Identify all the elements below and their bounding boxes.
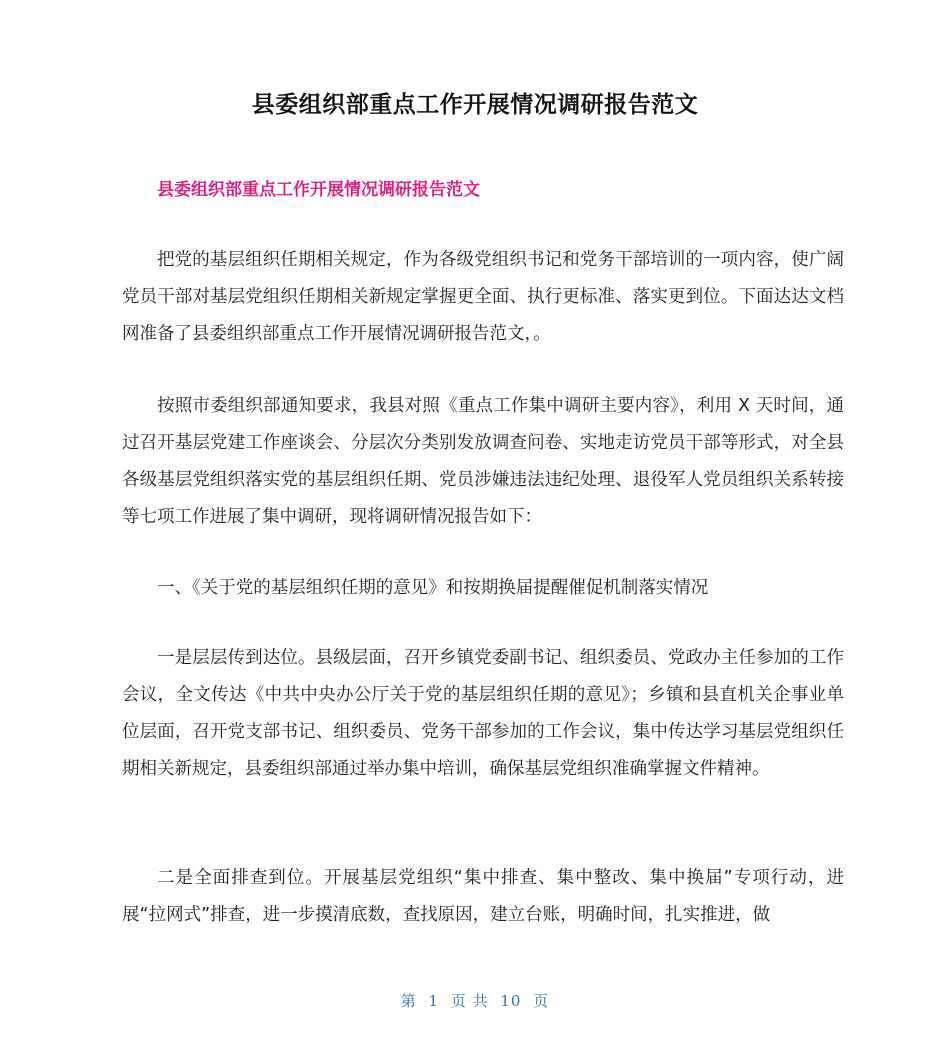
page-footer — [0, 990, 950, 1011]
footer-suffix: 页 — [533, 992, 550, 1010]
paragraph-overview: 按照市委组织部通知要求，我县对照《重点工作集中调研主要内容》，利用 X 天时间，通过召开基层党建工作座谈会、分层次分类别发放调查问卷、实地走访党员干部等形式，对全县各级基层党组织落实党的基层组织任期、党员涉嫌违法违纪处理、退役军人党员组织关系转接等七项工作进展了集中调研，现将调研情况报告如下： — [122, 396, 844, 527]
footer-total-pages: 10 — [500, 992, 522, 1010]
section-heading-1: 一、《关于党的基层组织任期的意见》和按期换届提醒催促机制落实情况 — [157, 578, 709, 598]
footer-current-page: 1 — [428, 992, 440, 1010]
paragraph-point-2: 二是全面排查到位。开展基层党组织“集中排查、集中整改、集中换届”专项行动，进展“拉网式”排查，进一步摸清底数，查找原因，建立台账，明确时间，扎实推进，做 — [122, 868, 844, 925]
document-subtitle: 县委组织部重点工作开展情况调研报告范文 — [157, 180, 480, 200]
paragraph-intro: 把党的基层组织任期相关规定，作为各级党组织书记和党务干部培训的一项内容，使广阔党员干部对基层党组织任期相关新规定掌握更全面、执行更标准、落实更到位。下面达达文档网准备了县委组织部重点工作开展情况调研报告范文，。 — [122, 250, 844, 344]
page-title: 县委组织部重点工作开展情况调研报告范文 — [251, 92, 699, 118]
footer-mid: 页 共 — [450, 992, 489, 1010]
paragraph-point-1: 一是层层传到达位。县级层面，召开乡镇党委副书记、组织委员、党政办主任参加的工作会议，全文传达《中共中央办公厅关于党的基层组织任期的意见》；乡镇和县直机关企事业单位层面，召开党支部书记、组织委员、党务干部参加的工作会议，集中传达学习基层党组织任期相关新规定，县委组织部通过举办集中培训，确保基层党组织准确掌握文件精神。 — [122, 648, 844, 779]
footer-prefix: 第 — [400, 992, 417, 1010]
